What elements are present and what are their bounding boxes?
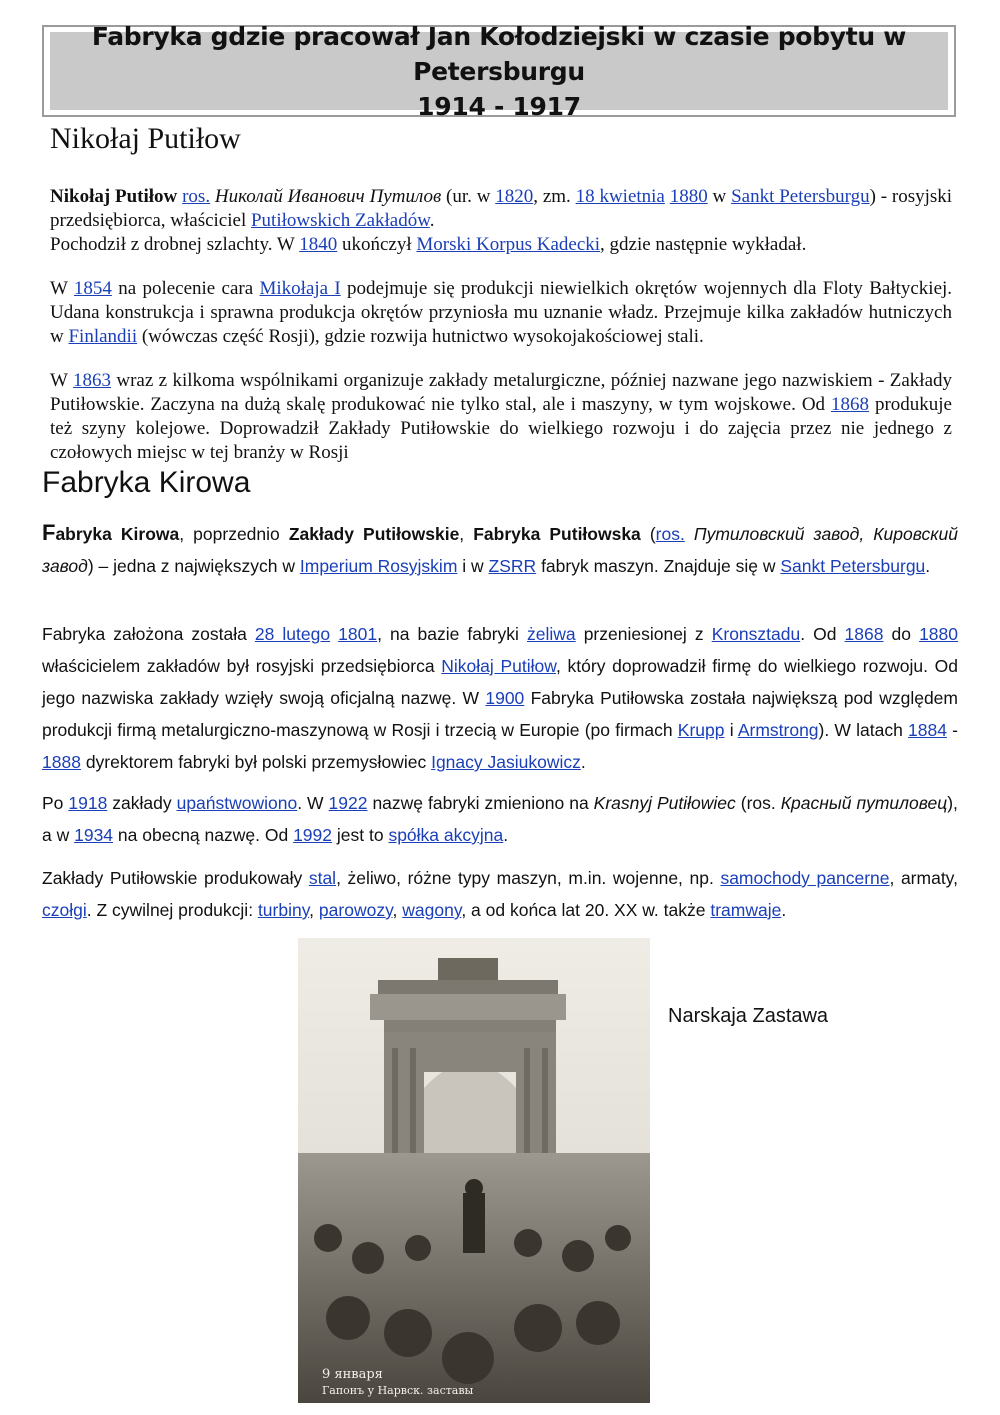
text: W bbox=[50, 278, 68, 299]
kirow-paragraph-1 bbox=[42, 517, 958, 582]
text: dyrektorem fabryki był polski przemysłowiec bbox=[85, 752, 427, 772]
text: ) – jedna z największych w bbox=[87, 556, 295, 576]
link-1840[interactable]: 1840 bbox=[299, 234, 338, 255]
name-bold: Nikołaj Putiłow bbox=[50, 186, 178, 207]
text: ) - rosyjski przedsiębiorca, właściciel bbox=[50, 186, 953, 231]
link-wagony[interactable]: wagony bbox=[402, 900, 462, 920]
title-box bbox=[42, 21, 956, 121]
photo-illustration bbox=[298, 938, 650, 1403]
text: fabryk maszyn. Znajduje się w bbox=[541, 556, 776, 576]
bold-text: abryka Kirowa bbox=[55, 524, 180, 544]
text: (ros. bbox=[740, 793, 776, 813]
russian-name: Николай Иванович Путилов bbox=[214, 186, 442, 207]
text: na polecenie cara bbox=[118, 278, 254, 299]
link-tramwaje[interactable]: tramwaje bbox=[710, 900, 782, 920]
text: w bbox=[712, 186, 727, 207]
link-1880[interactable]: 1880 bbox=[919, 624, 959, 644]
text: , bbox=[309, 900, 315, 920]
link-stal[interactable]: stal bbox=[308, 868, 337, 888]
text: właścicielem zakładów był rosyjski przedsiębiorca bbox=[42, 656, 435, 676]
link-nikolaj-putilow[interactable]: Nikołaj Putiłow bbox=[441, 656, 556, 676]
text: Po bbox=[42, 793, 64, 813]
link-1820[interactable]: 1820 bbox=[495, 186, 534, 207]
text: zakłady bbox=[112, 793, 172, 813]
russian-name: Путиловский завод, Кировский завод bbox=[42, 524, 958, 576]
link-1868[interactable]: 1868 bbox=[831, 394, 869, 415]
link-parowozy[interactable]: parowozy bbox=[318, 900, 393, 920]
photo-inscription-2: Гапонъ у Нарвск. заставы bbox=[322, 1384, 474, 1397]
photo-inscription-1: 9 января bbox=[322, 1367, 383, 1382]
text: nazwę fabryki zmieniono na bbox=[372, 793, 589, 813]
link-ignacy-jasiukowicz[interactable]: Ignacy Jasiukowicz bbox=[431, 752, 581, 772]
link-1801[interactable]: 1801 bbox=[338, 624, 378, 644]
text: (ur. w bbox=[446, 186, 491, 207]
historic-photo bbox=[298, 938, 650, 1403]
link-28-lutego[interactable]: 28 lutego bbox=[254, 624, 331, 644]
link-imperium-rosyjskim[interactable]: Imperium Rosyjskim bbox=[299, 556, 458, 576]
link-turbiny[interactable]: turbiny bbox=[257, 900, 310, 920]
link-1922[interactable]: 1922 bbox=[328, 793, 368, 813]
link-samochody-pancerne[interactable]: samochody pancerne bbox=[720, 868, 890, 888]
heading-putilow: Nikołaj Putiłow bbox=[50, 122, 241, 155]
text: Fabryka założona została bbox=[42, 624, 247, 644]
link-sankt-petersburgu[interactable]: Sankt Petersburgu bbox=[731, 186, 870, 207]
bold-text: Fabryka Putiłowska bbox=[473, 524, 641, 544]
triumphal-arch bbox=[370, 958, 566, 1172]
italic-text: Krasnyj Putiłowiec bbox=[593, 793, 736, 813]
text: . bbox=[580, 752, 586, 772]
text: . bbox=[503, 825, 509, 845]
link-spolka-akcyjna[interactable]: spółka akcyjna bbox=[388, 825, 504, 845]
link-1880[interactable]: 1880 bbox=[669, 186, 708, 207]
putilow-paragraph-3 bbox=[50, 369, 952, 465]
text: produkuje też szyny kolejowe. Doprowadził Zakłady Putiłowskie do wielkiego rozwoju i do zajęcia przez nie jednego z czołowych miejsc w tej branży w Rosji bbox=[50, 394, 952, 463]
text: . bbox=[925, 556, 931, 576]
text: , poprzednio bbox=[179, 524, 280, 544]
text: , który doprowadził firmę do wielkiego rozwoju. Od jego nazwiska zakłady wzięły swoją oficjalną nazwę. W bbox=[42, 656, 958, 708]
text: - bbox=[952, 720, 958, 740]
text: , bbox=[392, 900, 398, 920]
link-1900[interactable]: 1900 bbox=[485, 688, 525, 708]
text: wraz z kilkoma wspólnikami organizuje zakłady metalurgiczne, później nazwane jego nazwiskiem - Zakłady Putiłowskie. Zaczyna na dużą skalę produkować nie tylko stal, ale i maszyny, w tym wojskowe. Od bbox=[50, 370, 953, 415]
text: , bbox=[459, 524, 465, 544]
link-ros[interactable]: ros. bbox=[182, 186, 211, 207]
text: W bbox=[50, 370, 68, 391]
photo-caption: Narskaja Zastawa bbox=[668, 1005, 829, 1027]
title-line-2: 1914 - 1917 bbox=[417, 91, 581, 121]
text: ). W latach bbox=[818, 720, 903, 740]
text: ), a w bbox=[42, 793, 958, 845]
kirow-paragraph-2 bbox=[42, 618, 958, 778]
text: , gdzie następnie wykładał. bbox=[600, 234, 807, 255]
heading-kirow: Fabryka Kirowa bbox=[42, 466, 251, 499]
link-1884[interactable]: 1884 bbox=[908, 720, 947, 740]
link-zeliwa[interactable]: żeliwa bbox=[527, 624, 576, 644]
text: do bbox=[891, 624, 912, 644]
text: przeniesionej z bbox=[583, 624, 704, 644]
putilow-paragraph-1 bbox=[50, 185, 952, 257]
link-1992[interactable]: 1992 bbox=[293, 825, 332, 845]
title-line-1: Fabryka gdzie pracował Jan Kołodziejski w czasie pobytu w Petersburgu bbox=[91, 21, 907, 86]
text: , zm. bbox=[533, 186, 571, 207]
text: ukończył bbox=[341, 234, 412, 255]
title-banner bbox=[50, 21, 948, 121]
text: Fabryka Putiłowska została największą pod względem produkcji firmą metalurgiczno-maszynową w Rosji i trzecią w Europie (po firmach bbox=[42, 688, 958, 740]
link-1854[interactable]: 1854 bbox=[73, 278, 112, 299]
text: , armaty, bbox=[889, 868, 958, 888]
text: , a od końca lat 20. XX w. także bbox=[461, 900, 706, 920]
link-armstrong[interactable]: Armstrong bbox=[737, 720, 819, 740]
link-1863[interactable]: 1863 bbox=[72, 370, 111, 391]
text: Pochodził z drobnej szlachty. W bbox=[50, 234, 295, 255]
text: jest to bbox=[336, 825, 384, 845]
text: podejmuje się produkcji niewielkich okrętów wojennych dla Floty Bałtyckiej. Udana konstrukcja i sprawna produkcja okrętów przyniosła mu uznanie władz. Przejmuje kilka zakładów hutniczych w bbox=[50, 278, 953, 347]
link-putilowskich-zakladow[interactable]: Putiłowskich Zakładów bbox=[250, 210, 430, 231]
text: i w bbox=[462, 556, 484, 576]
italic-text: Красный путиловец bbox=[780, 793, 948, 813]
drop-cap: F bbox=[42, 520, 56, 545]
putilow-paragraph-2 bbox=[50, 277, 952, 349]
text: , na bazie fabryki bbox=[377, 624, 519, 644]
link-1918[interactable]: 1918 bbox=[68, 793, 108, 813]
link-sankt-petersburgu[interactable]: Sankt Petersburgu bbox=[780, 556, 926, 576]
link-zsrr[interactable]: ZSRR bbox=[488, 556, 537, 576]
link-kronsztadu[interactable]: Kronsztadu bbox=[711, 624, 801, 644]
text: . bbox=[429, 210, 435, 231]
text: (wówczas część Rosji), gdzie rozwija hutnictwo wysokojakościowej stali. bbox=[141, 326, 704, 347]
link-1888[interactable]: 1888 bbox=[42, 752, 81, 772]
link-mikolaja-i[interactable]: Mikołaja I bbox=[259, 278, 341, 299]
link-morski-korpus[interactable]: Morski Korpus Kadecki bbox=[416, 234, 601, 255]
link-1868[interactable]: 1868 bbox=[844, 624, 884, 644]
kirow-paragraph-4 bbox=[42, 862, 958, 926]
bold-text: Zakłady Putiłowskie bbox=[288, 524, 460, 544]
text: . W bbox=[297, 793, 324, 813]
text: Zakłady Putiłowskie produkowały bbox=[42, 868, 303, 888]
link-upanstwowiono[interactable]: upaństwowiono bbox=[176, 793, 298, 813]
text: i bbox=[729, 720, 734, 740]
text: . bbox=[781, 900, 787, 920]
text: na obecną nazwę. Od bbox=[117, 825, 289, 845]
link-18-kwietnia[interactable]: 18 kwietnia bbox=[575, 186, 665, 207]
text: . Z cywilnej produkcji: bbox=[86, 900, 254, 920]
text: ( bbox=[649, 524, 656, 544]
link-krupp[interactable]: Krupp bbox=[677, 720, 725, 740]
link-finlandii[interactable]: Finlandii bbox=[68, 326, 138, 347]
link-1934[interactable]: 1934 bbox=[74, 825, 114, 845]
text: , żeliwo, różne typy maszyn, m.in. wojenne, np. bbox=[336, 868, 714, 888]
kirow-paragraph-3 bbox=[42, 787, 958, 851]
text: . Od bbox=[800, 624, 837, 644]
link-czolgi[interactable]: czołgi bbox=[42, 900, 87, 920]
link-ros[interactable]: ros. bbox=[655, 524, 685, 544]
